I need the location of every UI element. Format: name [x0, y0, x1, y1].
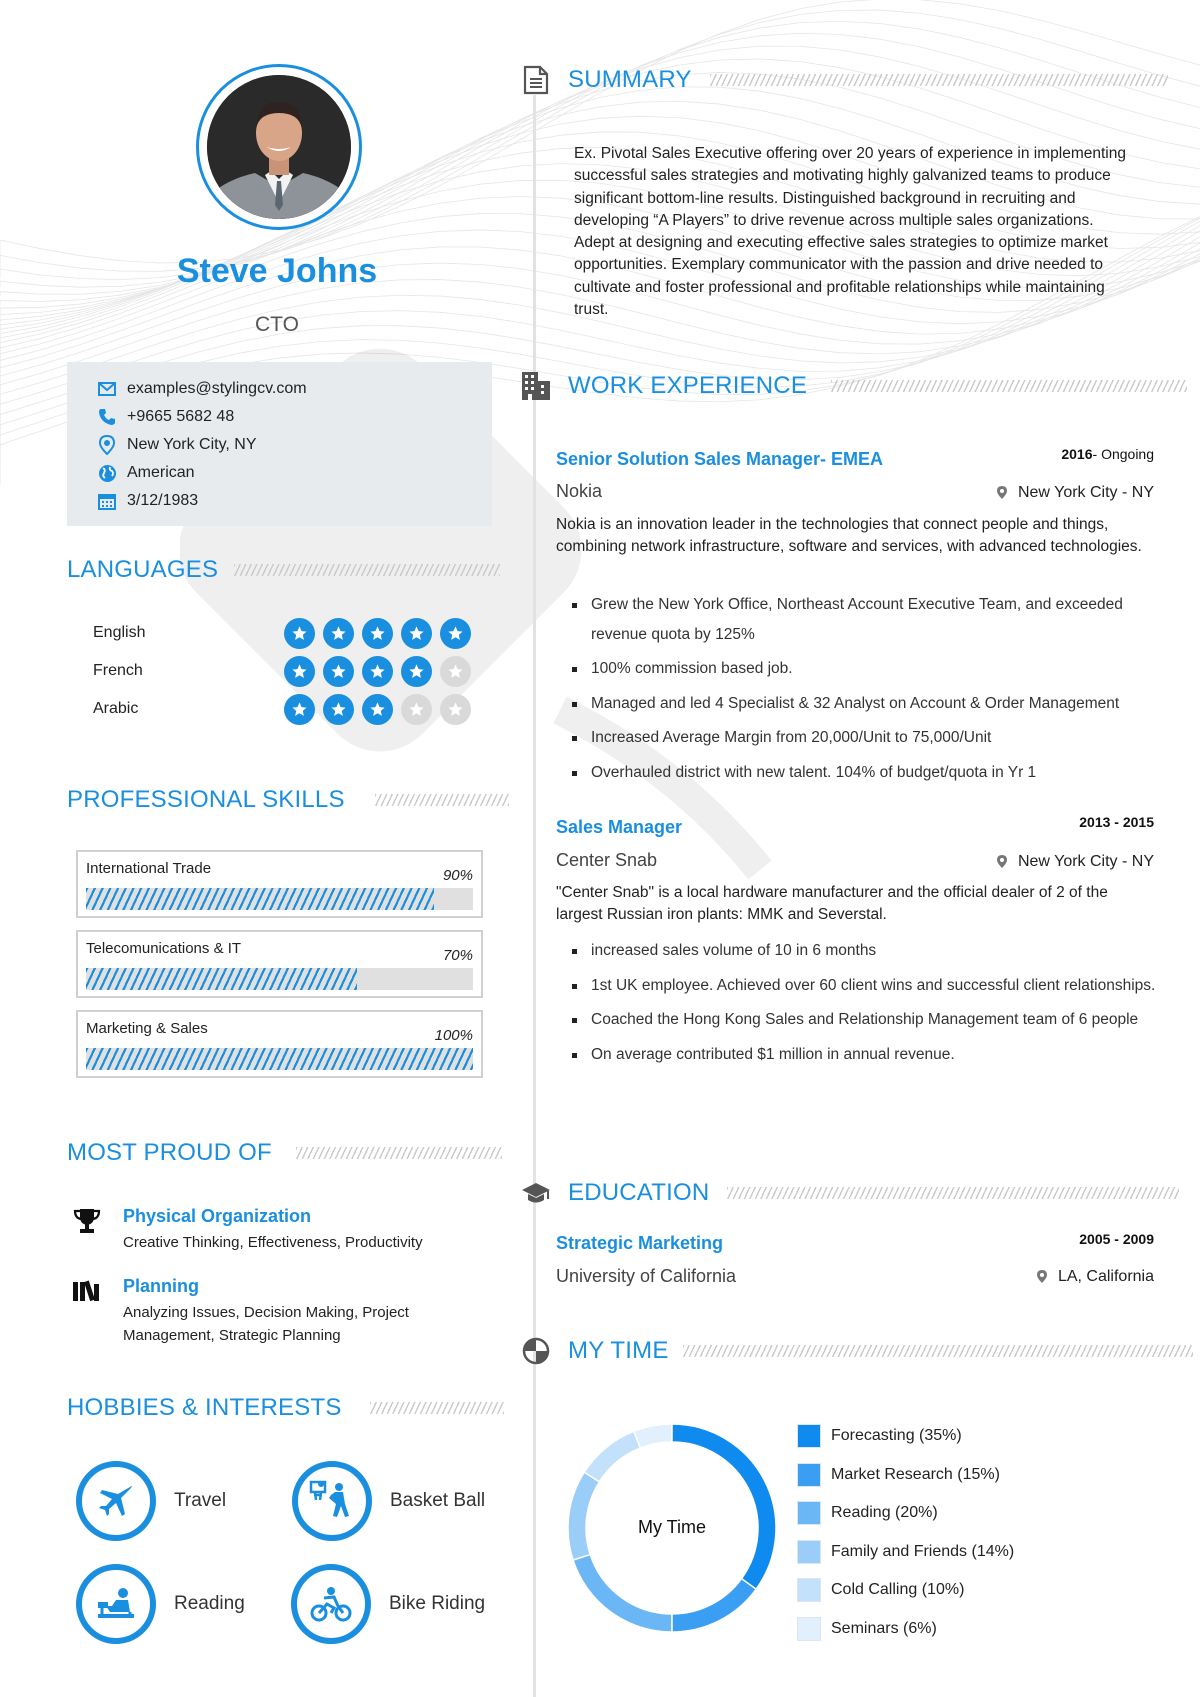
language-rating [284, 618, 479, 649]
job-company: Center Snab [556, 850, 658, 870]
proud-item-desc: Analyzing Issues, Decision Making, Project Management, Strategic Planning [123, 1304, 409, 1344]
hobby-icon-circle [292, 1461, 372, 1541]
contact-location: New York City, NY [127, 436, 257, 453]
legend-label: Cold Calling (10%) [831, 1581, 965, 1599]
star-icon [362, 694, 393, 725]
proud-heading [67, 1139, 502, 1167]
skills-title: PROFESSIONAL SKILLS [67, 786, 345, 813]
skill-card [76, 1010, 483, 1078]
star-icon [284, 656, 315, 687]
education-location [1036, 1268, 1154, 1286]
skill-fill [86, 888, 434, 910]
bike-icon [310, 1586, 352, 1622]
skill-name: International Trade [86, 860, 212, 877]
language-rating [284, 656, 479, 687]
hobby-label: Bike Riding [389, 1593, 486, 1614]
education-heading [520, 1177, 1179, 1209]
job-location-text: New York City - NY [1017, 853, 1154, 870]
skill-card [76, 930, 483, 998]
job-location [996, 484, 1154, 502]
skill-percent: 100% [434, 1027, 473, 1044]
legend-swatch [797, 1617, 821, 1641]
hobby-label: Basket Ball [390, 1490, 486, 1511]
heading-hatch [710, 74, 1168, 86]
profile-photo [207, 75, 351, 219]
proud-item [70, 1276, 463, 1347]
star-icon [440, 618, 471, 649]
language-row [93, 700, 138, 718]
job-bullet: Managed and led 4 Specialist & 32 Analyst on Account & Order Management [572, 689, 1162, 719]
phone-icon [97, 407, 117, 427]
language-rating [284, 694, 479, 725]
hobby-icon-circle [291, 1564, 371, 1644]
star-icon [284, 694, 315, 725]
legend-item [797, 1533, 1014, 1572]
legend-item [797, 1456, 1014, 1495]
hobby-bike [291, 1564, 485, 1644]
my-time-legend [797, 1417, 1014, 1648]
star-icon [284, 618, 315, 649]
skill-track [86, 968, 473, 990]
legend-item [797, 1571, 1014, 1610]
contact-email-row [67, 375, 492, 403]
my-time-heading [520, 1335, 1193, 1367]
proud-item-title: Physical Organization [123, 1206, 312, 1226]
job-bullet: On average contributed $1 million in annual revenue. [572, 1040, 1162, 1070]
summary-text: Ex. Pivotal Sales Executive offering over 20 years of experience in implementing successful sales strategies and motivating highly galvanized teams to produce significant bottom-line results. Distinguished background in recruiting and developing “A Players” to drive revenue across multiple sales organizations. Adept at designing and executing effective sales strategies to optimize market opportunities. Exemplary communicator with the passion and drive needed to cultivate and foster professional and profitable relationships while maintaining trust. [574, 145, 1126, 319]
star-icon [401, 656, 432, 687]
job-location-text: New York City - NY [1017, 484, 1154, 501]
contact-box [67, 362, 492, 526]
contact-birthdate-row [67, 487, 492, 515]
skill-track [86, 888, 473, 910]
job-date-start: 2016 [1061, 446, 1093, 462]
donut-slice [568, 1472, 599, 1560]
skill-percent: 90% [442, 867, 473, 884]
envelope-icon [97, 379, 117, 399]
job-bullet: Increased Average Margin from 20,000/Unit to 75,000/Unit [572, 723, 1162, 753]
contact-nationality-row [67, 459, 492, 487]
legend-swatch [797, 1540, 821, 1564]
legend-label: Seminars (6%) [831, 1619, 937, 1637]
hobby-label: Travel [174, 1490, 227, 1511]
profile-title: CTO [255, 313, 299, 336]
star-icon [440, 694, 471, 725]
location-pin-icon [996, 485, 1010, 501]
hobby-label: Reading [174, 1593, 245, 1614]
proud-title: MOST PROUD OF [67, 1139, 272, 1166]
heading-hatch [296, 1147, 502, 1159]
language-row [93, 662, 143, 680]
profile-name: Steve Johns [176, 252, 378, 290]
job-bullet: Grew the New York Office, Northeast Account Executive Team, and exceeded revenue quota by 125% [572, 590, 1162, 649]
job-date [1061, 446, 1154, 462]
job-bullet: 100% commission based job. [572, 654, 1162, 684]
hobby-travel [76, 1461, 226, 1541]
skill-track [86, 1048, 473, 1070]
skill-fill [86, 1048, 473, 1070]
star-icon [401, 618, 432, 649]
experience-heading [520, 370, 1187, 402]
donut-slice [584, 1431, 640, 1482]
proud-item-title: Planning [123, 1276, 199, 1296]
legend-item [797, 1494, 1014, 1533]
basketball-icon [309, 1478, 355, 1524]
legend-label: Reading (20%) [831, 1504, 938, 1522]
education-school: University of California [556, 1266, 737, 1286]
heading-hatch [375, 794, 509, 806]
star-icon [323, 618, 354, 649]
hobby-reading [76, 1564, 245, 1644]
language-name: English [93, 624, 146, 641]
my-time-donut-chart [560, 1416, 780, 1636]
column-divider [533, 95, 536, 1697]
contact-email[interactable]: examples@stylingcv.com [127, 380, 307, 397]
my-time-title: MY TIME [568, 1337, 669, 1364]
pie-chart-icon [520, 1335, 552, 1367]
reading-icon [96, 1586, 136, 1622]
job-bullet: 1st UK employee. Achieved over 60 client wins and successful client relationships. [572, 971, 1162, 1001]
contact-phone-row [67, 403, 492, 431]
legend-label: Forecasting (35%) [831, 1427, 962, 1445]
job-bullet: Coached the Hong Kong Sales and Relationship Management team of 6 people [572, 1005, 1162, 1035]
skill-name: Telecomunications & IT [86, 940, 242, 957]
proud-item-desc: Creative Thinking, Effectiveness, Productivity [123, 1234, 423, 1251]
location-pin-icon [996, 854, 1010, 870]
skill-name: Marketing & Sales [86, 1020, 208, 1037]
legend-swatch [797, 1424, 821, 1448]
hobby-icon-circle [76, 1461, 156, 1541]
education-date: 2005 - 2009 [1079, 1231, 1154, 1247]
legend-label: Market Research (15%) [831, 1465, 1000, 1483]
books-icon [70, 1276, 104, 1306]
job-title: Senior Solution Sales Manager- EMEA [556, 449, 884, 469]
legend-item [797, 1610, 1014, 1649]
legend-swatch [797, 1578, 821, 1602]
star-icon [323, 656, 354, 687]
job-date-start: 2013 - 2015 [1079, 814, 1154, 830]
graduation-cap-icon [520, 1177, 552, 1209]
star-icon [323, 694, 354, 725]
heading-hatch [831, 380, 1187, 392]
legend-label: Family and Friends (14%) [831, 1542, 1015, 1560]
hobby-basketball [292, 1461, 485, 1541]
contact-location-row [67, 431, 492, 459]
contact-birthdate: 3/12/1983 [127, 492, 199, 509]
job-title: Sales Manager [556, 817, 683, 837]
education-degree: Strategic Marketing [556, 1233, 724, 1253]
trophy-icon [70, 1206, 104, 1236]
donut-slice [573, 1555, 672, 1632]
skills-heading [67, 786, 509, 814]
document-icon [520, 64, 552, 96]
star-icon [440, 656, 471, 687]
education-location-text: LA, California [1057, 1268, 1154, 1285]
summary-heading [520, 64, 1168, 96]
experience-title: WORK EXPERIENCE [568, 372, 808, 399]
job-bullets [572, 936, 1162, 1074]
star-icon [362, 618, 393, 649]
location-pin-icon [97, 435, 117, 455]
heading-hatch [370, 1402, 504, 1414]
calendar-icon [97, 491, 117, 511]
star-icon [362, 656, 393, 687]
job-description: "Center Snab" is a local hardware manufacturer and the official dealer of 2 of the largest Russian iron plants: MMK and Severstal. [556, 884, 1108, 923]
languages-title: LANGUAGES [67, 556, 219, 583]
donut-slice [672, 1579, 756, 1632]
star-icon [401, 694, 432, 725]
language-name: French [93, 662, 143, 679]
skill-card [76, 850, 483, 918]
hobbies-title: HOBBIES & INTERESTS [67, 1394, 342, 1421]
job-date [1079, 814, 1154, 830]
globe-icon [97, 463, 117, 483]
donut-slice [672, 1424, 776, 1589]
building-icon [520, 370, 552, 402]
hobbies-heading [67, 1394, 504, 1422]
job-bullets [572, 590, 1162, 792]
language-name: Arabic [93, 700, 139, 717]
job-location [996, 853, 1154, 871]
summary-title: SUMMARY [568, 66, 692, 93]
donut-center-label: My Time [637, 1517, 707, 1537]
airplane-icon [97, 1482, 135, 1520]
hobby-icon-circle [76, 1564, 156, 1644]
proud-item [70, 1206, 463, 1254]
skill-percent: 70% [442, 947, 473, 964]
avatar [207, 75, 351, 219]
legend-item [797, 1417, 1014, 1456]
job-bullet: Overhauled district with new talent. 104% of budget/quota in Yr 1 [572, 758, 1162, 788]
language-row [93, 624, 145, 642]
heading-hatch [234, 564, 500, 576]
education-title: EDUCATION [568, 1179, 710, 1206]
skill-fill [86, 968, 357, 990]
job-bullet: increased sales volume of 10 in 6 months [572, 936, 1162, 966]
heading-hatch [683, 1345, 1193, 1357]
job-date-end: - Ongoing [1092, 446, 1154, 462]
job-company: Nokia [556, 481, 603, 501]
location-pin-icon [1036, 1269, 1050, 1285]
job-description: Nokia is an innovation leader in the technologies that connect people and things, combining network infrastructure, software and services, with advanced technologies. [556, 516, 1142, 555]
avatar-frame [196, 64, 362, 230]
contact-nationality: American [127, 464, 195, 481]
contact-phone: +9665 5682 48 [127, 408, 235, 425]
legend-swatch [797, 1463, 821, 1487]
languages-heading [67, 556, 500, 584]
legend-swatch [797, 1501, 821, 1525]
heading-hatch [727, 1187, 1179, 1199]
